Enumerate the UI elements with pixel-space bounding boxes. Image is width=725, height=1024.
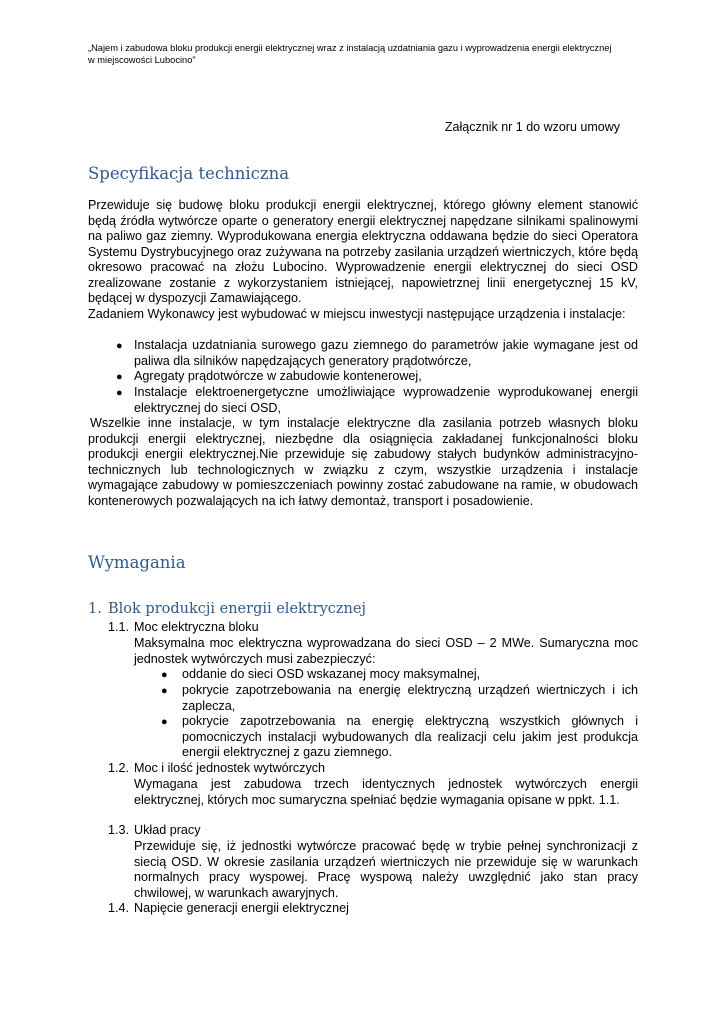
item-1-1-title: Moc elektryczna bloku (134, 620, 259, 634)
bullet-marker: ● (116, 340, 123, 352)
item-1-1-number: 1.1. (108, 620, 130, 634)
spec-other-text: Wszelkie inne instalacje, w tym instalacje elektryczne dla zasilania potrzeb własnych bloku produkcji energii elektrycznej, niezbędne dla osiągnięcia zakładanej funkcjonalności bloku produkcji energii elektrycznej.Nie przewiduje się zabudowy stałych budynków administracyjno-technicznych lub technologicznych w związku z czym, wszystkie urządzenia i instalacje wymagające zabudowy w pomieszczeniach powinny zostać zabudowane na ramie, w obudowach kontenerowych pozwalających na ich łatwy demontaż, transport i posadowienie. (88, 416, 638, 508)
document-header-line-1: „Najem i zabudowa bloku produkcji energii elektrycznej wraz z instalacją uzdatniania gazu i wyprowadzenia energii elektrycznej (88, 43, 612, 53)
document-header-line-2: w miejscowości Lubocino” (88, 55, 196, 65)
item-1-1-text: Maksymalna moc elektryczna wyprowadzana do sieci OSD – 2 MWe. Sumaryczna moc jednostek wytwórczych musi zabezpieczyć: (134, 636, 638, 666)
item-1-2-title: Moc i ilość jednostek wytwórczych (134, 761, 326, 775)
bullet-marker: ● (116, 387, 123, 399)
bullet-marker: ● (161, 669, 168, 681)
bullet-marker: ● (161, 716, 168, 728)
annex-label: Załącznik nr 1 do wzoru umowy (444, 120, 620, 134)
spec-bullet-1: Instalacja uzdatniania surowego gazu ziemnego do parametrów jakie wymagane jest od paliwa dla silników napędzających generatory prądotwórcze, (134, 338, 638, 368)
item-1-1-bullet-2: pokrycie zapotrzebowania na energię elektryczną urządzeń wiertniczych i ich zaplecza, (182, 683, 638, 713)
item-1-2-text: Wymagana jest zabudowa trzech identycznych jednostek wytwórczych energii elektrycznej, których moc sumaryczna spełniać będzie wymagania opisane w ppkt. 1.1. (134, 777, 638, 807)
item-1-3-text: Przewiduje się, iż jednostki wytwórcze pracować będę w trybie pełnej synchronizacji z siecią OSD. W okresie zasilania urządzeń wiertniczych nie przewiduje się w warunkach normalnych pracy wyspowej. Pracę wyspową należy uwzględnić jako stan pracy chwilowej, w warunkach awaryjnych. (134, 839, 638, 900)
spec-bullet-2: Agregaty prądotwórcze w zabudowie kontenerowej, (134, 369, 422, 383)
spec-intro-text: Przewiduje się budowę bloku produkcji energii elektrycznej, którego główny element stanowić będą źródła wytwórcze oparte o generatory energii elektrycznej napędzane silnikami spalinowymi na paliwo gaz ziemny. Wyprodukowana energia elektryczna oddawana będzie do sieci Operatora Systemu Dystrybucyjnego oraz zużywana na potrzeby zasilania urządzeń wiertniczych, które będą okresowo pracować na złożu Lubocino. Wyprowadzenie energii elektrycznej do sieci OSD zrealizowane zostanie z wykorzystaniem istniejącej, napowietrznej linii energetycznej 15 kV, będącej w dyspozycji Zamawiającego. (88, 198, 638, 305)
spec-contractor-text: Zadaniem Wykonawcy jest wybudować w miejscu inwestycji następujące urządzenia i instalacje: (88, 306, 626, 321)
item-1-4-number: 1.4. (108, 901, 130, 915)
spec-bullet-3: Instalacje elektroenergetyczne umożliwiające wyprowadzenie wyprodukowanej energii elektrycznej do sieci OSD, (134, 385, 638, 415)
spec-other-paragraph (88, 416, 638, 509)
section-1-number: 1. (88, 601, 102, 617)
spec-intro-paragraph (88, 198, 638, 322)
item-1-2-number: 1.2. (108, 761, 130, 775)
bullet-marker: ● (116, 371, 123, 383)
item-1-4-title: Napięcie generacji energii elektrycznej (134, 901, 349, 915)
bullet-marker: ● (161, 685, 168, 697)
section-1-title: Blok produkcji energii elektrycznej (108, 601, 366, 617)
requirements-title: Wymagania (88, 553, 186, 572)
item-1-3-title: Układ pracy (134, 823, 201, 837)
item-1-3-number: 1.3. (108, 823, 130, 837)
spec-title: Specyfikacja techniczna (88, 164, 290, 183)
item-1-1-bullet-3: pokrycie zapotrzebowania na energię elektryczną wszystkich głównych i pomocniczych instalacji wybudowanych dla realizacji celu jakim jest produkcja energii elektrycznej z gazu ziemnego. (182, 714, 638, 759)
item-1-1-bullet-1: oddanie do sieci OSD wskazanej mocy maksymalnej, (182, 667, 481, 681)
